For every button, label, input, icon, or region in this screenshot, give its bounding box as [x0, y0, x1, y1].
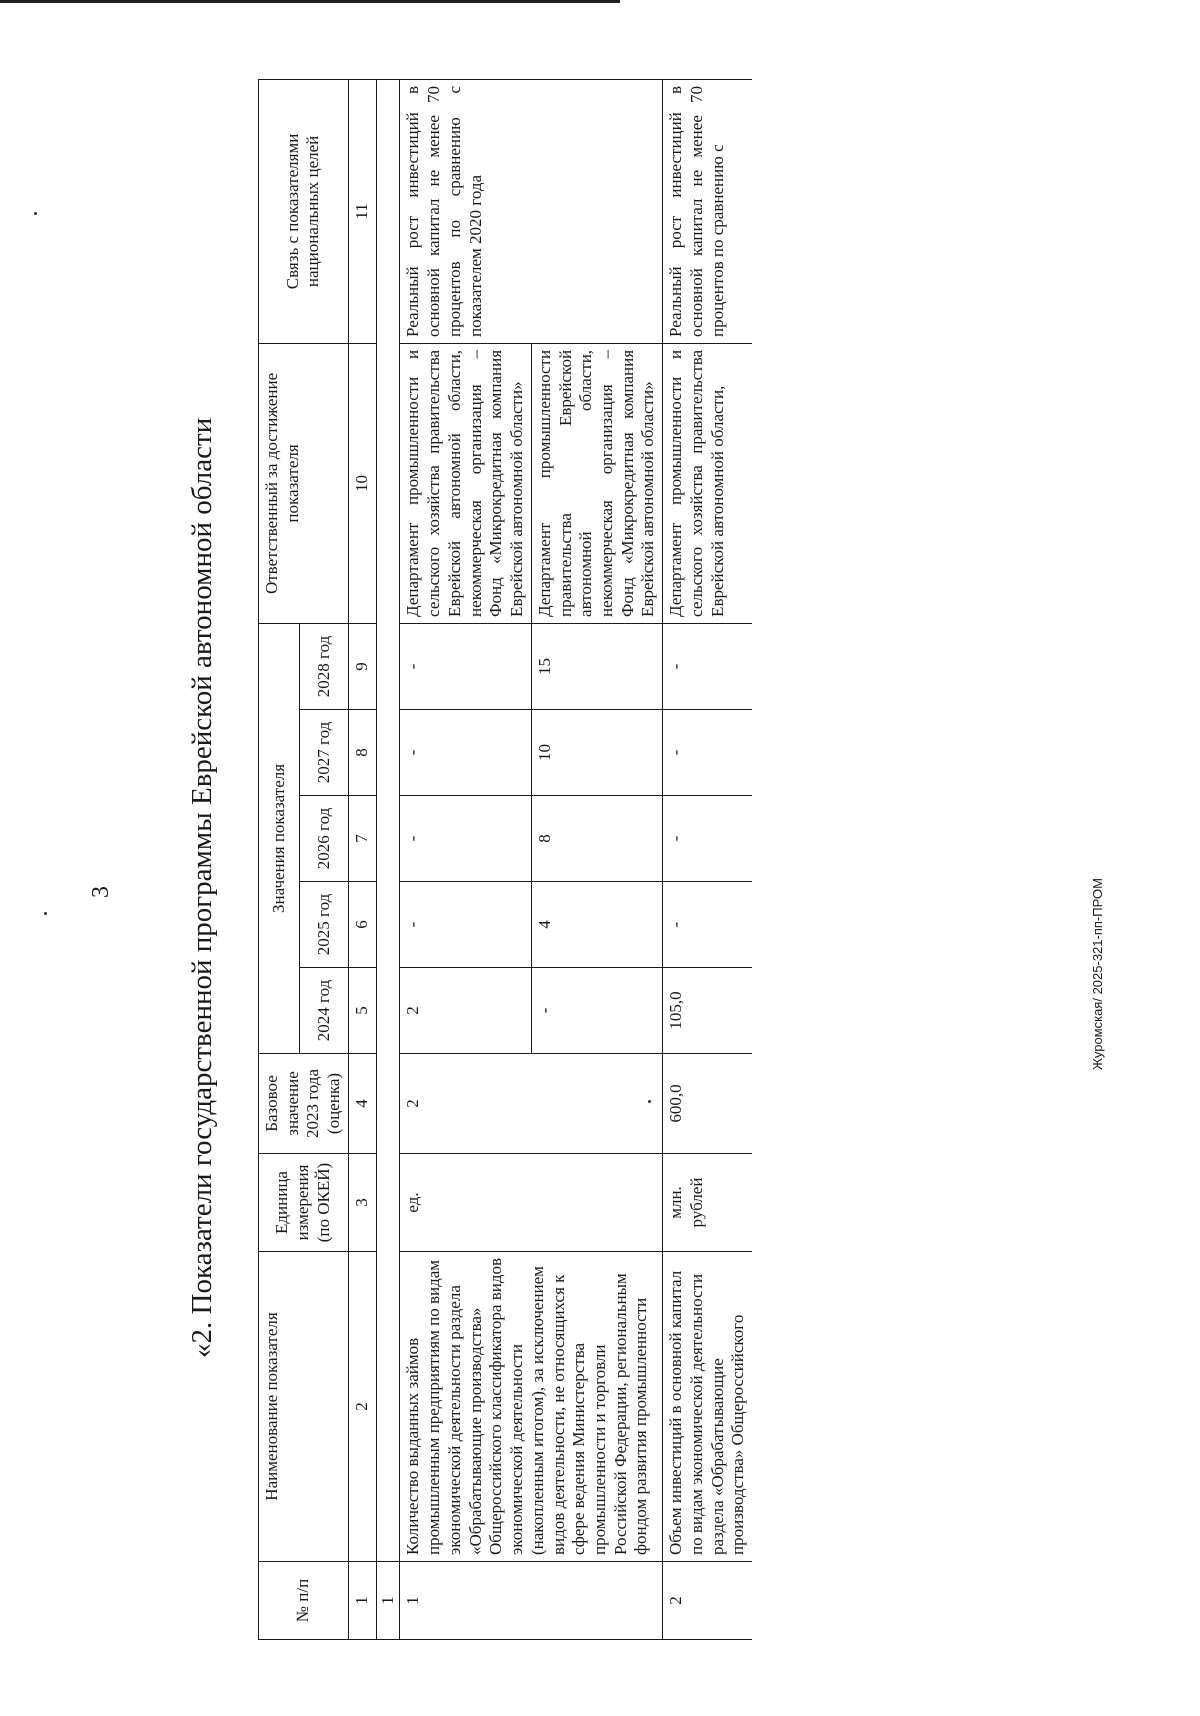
unit-value: ед.	[400, 1154, 663, 1252]
national-goal-link: Реальный рост инвестиций в основной капитал не менее 70 процентов по сравнению с показателем 2020 года	[400, 79, 663, 343]
header-year-2025: 2025 год	[300, 882, 348, 968]
value-2026: -	[400, 796, 531, 882]
value-2026: 8	[531, 796, 662, 882]
col-number: 4	[348, 1054, 376, 1154]
column-number-row	[348, 79, 376, 1639]
document-footer: Журомская/ 2025-321-пп-ПРОМ	[1090, 878, 1105, 1070]
col-number: 10	[348, 343, 376, 623]
responsible-party: Департамент промышленности и сельского хозяйства правительства Еврейской автономной области, некоммерческая организация – Фонд «Микрокредитная компания Еврейской автономной области»	[400, 343, 531, 623]
header-values-group: Значения показателя	[259, 623, 300, 1053]
value-2024: 105,0	[663, 968, 752, 1054]
col-number: 3	[348, 1154, 376, 1252]
indicator-name: Объем инвестиций в основной капитал по видам экономической деятельности раздела «Обрабатывающие производства» Общероссийского	[663, 1252, 752, 1562]
value-2026: -	[663, 796, 752, 882]
header-year-2024: 2024 год	[300, 968, 348, 1054]
responsible-party: Департамент промышленности и сельского хозяйства правительства Еврейской автономной области,	[663, 343, 752, 623]
value-2024: -	[531, 968, 662, 1054]
section-title: «2. Показатели государственной программы Еврейской автономной области	[186, 417, 218, 1358]
header-unit: Единица измерения (по ОКЕЙ)	[259, 1154, 349, 1252]
indicators-table	[258, 79, 752, 1640]
row-number: 2	[663, 1562, 752, 1640]
header-row-1	[259, 79, 300, 1639]
value-2024: 2	[400, 968, 531, 1054]
header-base: Базовое значение 2023 года (оценка)	[259, 1054, 349, 1154]
value-2025: -	[400, 882, 531, 968]
header-year-2027: 2027 год	[300, 710, 348, 796]
row-number: 1	[400, 1562, 663, 1640]
col-number: 2	[348, 1252, 376, 1562]
col-number: 6	[348, 882, 376, 968]
header-name: Наименование показателя	[259, 1252, 349, 1562]
header-responsible: Ответственный за достижение показателя	[259, 343, 349, 623]
header-link: Связь с показателями национальных целей	[259, 79, 349, 343]
header-year-2028: 2028 год	[300, 623, 348, 709]
top-edge-line	[0, 0, 620, 3]
col-number: 5	[348, 968, 376, 1054]
col-number: 11	[348, 79, 376, 343]
scan-speck	[44, 912, 47, 915]
value-2025: -	[663, 882, 752, 968]
value-2025: 4	[531, 882, 662, 968]
base-value: 2	[400, 1054, 663, 1154]
value-2027: 10	[531, 710, 662, 796]
indicator-name: Количество выданных займов промышленным предприятиям по видам экономической деятельности раздела «Обрабатывающие производства» Общероссийского классификатора видов экономической деятельности (накопленным итогом), за исключением видов деятельности, не относящихся к сфере ведения Министерства промышленности и торговли Российской Федерации, региональным фондом развития промышленности	[400, 1252, 663, 1562]
value-2028: 15	[531, 623, 662, 709]
group-caption	[376, 79, 400, 1561]
group-number: 1	[376, 1562, 400, 1640]
col-number: 1	[348, 1562, 376, 1640]
header-year-2026: 2026 год	[300, 796, 348, 882]
col-number: 9	[348, 623, 376, 709]
value-2027: -	[663, 710, 752, 796]
scan-speck	[34, 212, 37, 215]
value-2028: -	[400, 623, 531, 709]
rotated-table-page	[258, 80, 1088, 1640]
col-number: 7	[348, 796, 376, 882]
responsible-party: Департамент промышленности правительства Еврейской автономной области, некоммерческая организация – Фонд «Микрокредитная компания Еврейской автономной области»	[531, 343, 662, 623]
base-value: 600,0	[663, 1054, 752, 1154]
table-row	[663, 79, 752, 1639]
header-num: № п/п	[259, 1562, 349, 1640]
value-2027: -	[400, 710, 531, 796]
group-row	[376, 79, 400, 1639]
national-goal-link: Реальный рост инвестиций в основной капитал не менее 70 процентов по сравнению с	[663, 79, 752, 343]
col-number: 8	[348, 710, 376, 796]
value-2028: -	[663, 623, 752, 709]
table-row	[400, 79, 531, 1639]
unit-value: млн. рублей	[663, 1154, 752, 1252]
page-number: 3	[88, 886, 114, 898]
